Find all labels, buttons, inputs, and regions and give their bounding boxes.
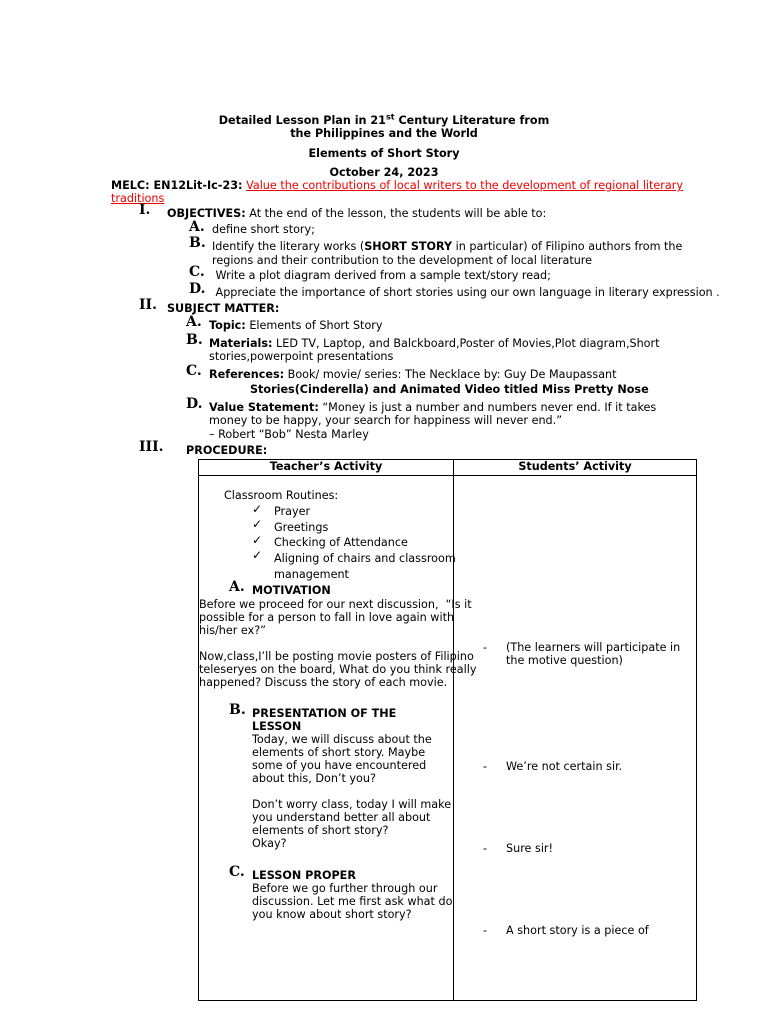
lesson-proper-text xyxy=(252,882,452,921)
document-title-line2: the Philippines and the World xyxy=(290,127,478,140)
section-numeral-1: I. xyxy=(139,202,151,218)
routine-item-continued: management xyxy=(274,568,349,581)
references-label: References: xyxy=(209,368,285,381)
subject-matter-heading: SUBJECT MATTER: xyxy=(167,302,280,315)
student-response: We’re not certain sir. xyxy=(506,760,623,773)
objective-b-part1: Identify the literary works ( xyxy=(212,240,365,253)
materials-label: Materials: xyxy=(209,337,273,350)
title-line1-end: Century Literature from xyxy=(394,114,550,127)
lesson-proper-title: LESSON PROPER xyxy=(252,869,356,882)
melc-code: MELC: EN12Lit-Ic-23: xyxy=(111,179,243,192)
value-statement-author: – Robert “Bob” Nesta Marley xyxy=(209,428,369,441)
objective-letter-d: D. xyxy=(189,281,206,297)
teacher-activity-header: Teacher’s Activity xyxy=(199,460,454,476)
references-value: Book/ movie/ series: The Necklace by: Guy De Maupassant xyxy=(284,368,617,381)
motivation-text xyxy=(199,598,477,689)
student-response-line2: the motive question) xyxy=(506,654,623,667)
procedure-heading: PROCEDURE: xyxy=(186,444,268,457)
materials-line xyxy=(209,337,660,350)
objective-letter-a: A. xyxy=(189,219,205,235)
student-response: Sure sir! xyxy=(506,842,554,855)
lesson-proper-line: discussion. Let me first ask what do xyxy=(252,895,453,908)
objective-letter-b: B. xyxy=(189,235,206,251)
section-numeral-2: II. xyxy=(139,297,157,313)
objective-c: Write a plot diagram derived from a sample text/story read; xyxy=(212,269,551,282)
presentation-line: elements of short story. Maybe xyxy=(252,746,426,759)
presentation-line xyxy=(252,785,451,798)
objective-b-bold: SHORT STORY xyxy=(364,240,453,253)
presentation-line: about this, Don’t you? xyxy=(252,772,376,785)
presentation-line: Today, we will discuss about the xyxy=(252,733,432,746)
motivation-line: possible for a person to fall in love again with xyxy=(199,611,455,624)
lesson-proper-line: Before we go further through our xyxy=(252,882,438,895)
subject-letter-d: D. xyxy=(186,396,203,412)
routine-item: Checking of Attendance xyxy=(274,536,408,549)
students-activity-cell xyxy=(454,476,697,1001)
presentation-line: you understand better all about xyxy=(252,811,431,824)
subject-letter-a: A. xyxy=(186,314,202,330)
presentation-line: Okay? xyxy=(252,837,287,850)
melc-text-line2[interactable]: traditions xyxy=(111,192,165,205)
objective-b xyxy=(212,240,682,253)
objective-b-part3: in particular) of Filipino authors from the xyxy=(452,240,683,253)
topic-value: Elements of Short Story xyxy=(245,319,383,332)
routines-title: Classroom Routines: xyxy=(224,489,339,502)
presentation-letter: B. xyxy=(229,702,246,718)
check-icon: ✓ xyxy=(252,548,263,562)
melc-text[interactable]: Value the contributions of local writers to the development of regional literary xyxy=(246,179,683,192)
student-response: A short story is a piece of xyxy=(506,924,649,937)
value-statement-text: “Money is just a number and numbers never end. If it takes xyxy=(318,401,657,414)
section-numeral-3: III. xyxy=(139,439,164,455)
motivation-title: MOTIVATION xyxy=(252,584,331,597)
response-dash: - xyxy=(483,842,488,855)
value-statement-line2: money to be happy, your search for happiness will never end.” xyxy=(209,414,563,427)
lesson-proper-line: you know about short story? xyxy=(252,908,412,921)
value-statement-line xyxy=(209,401,656,414)
subject-letter-c: C. xyxy=(186,363,202,379)
motivation-line xyxy=(199,637,453,650)
objectives-heading xyxy=(167,207,546,220)
check-icon: ✓ xyxy=(252,517,263,531)
document-title xyxy=(0,114,768,127)
objective-d: Appreciate the importance of short stories using our own language in literary expression . xyxy=(212,286,720,299)
motivation-line: teleseryes on the board, What do you think really xyxy=(199,663,477,676)
objective-b-line2: regions and their contribution to the development of local literature xyxy=(212,254,593,267)
presentation-title: PRESENTATION OF THE xyxy=(252,707,397,720)
topic-line xyxy=(209,319,383,332)
presentation-text xyxy=(252,733,451,850)
lesson-proper-letter: C. xyxy=(229,864,245,880)
students-activity-header: Students’ Activity xyxy=(454,460,697,476)
motivation-letter: A. xyxy=(229,579,245,595)
presentation-line: elements of short story? xyxy=(252,824,389,837)
table-header-row xyxy=(199,460,697,476)
objective-letter-c: C. xyxy=(189,264,205,280)
motivation-line: his/her ex?” xyxy=(199,624,266,637)
presentation-line: Don’t worry class, today I will make xyxy=(252,798,452,811)
title-line1: Detailed Lesson Plan in 21 xyxy=(218,114,386,127)
document-date: October 24, 2023 xyxy=(329,166,439,179)
objective-a: define short story; xyxy=(212,223,315,236)
check-icon: ✓ xyxy=(252,533,263,547)
document-subtitle: Elements of Short Story xyxy=(308,147,460,160)
check-icon: ✓ xyxy=(252,502,263,516)
melc-line xyxy=(111,179,683,192)
routine-item: Prayer xyxy=(274,505,311,518)
references-line2: Stories(Cinderella) and Animated Video titled Miss Pretty Nose xyxy=(250,383,649,396)
response-dash: - xyxy=(483,924,488,937)
objectives-label: OBJECTIVES: xyxy=(167,207,246,220)
references-line xyxy=(209,368,617,381)
materials-value: LED TV, Laptop, and Balckboard,Poster of Movies,Plot diagram,Short xyxy=(272,337,660,350)
motivation-line: happened? Discuss the story of each movie. xyxy=(199,676,448,689)
routine-item: Greetings xyxy=(274,521,329,534)
presentation-line: some of you have encountered xyxy=(252,759,427,772)
objectives-intro: At the end of the lesson, the students will be able to: xyxy=(245,207,547,220)
motivation-line: Before we proceed for our next discussion, “Is it xyxy=(199,598,472,611)
title-superscript: st xyxy=(385,112,395,122)
value-statement-label: Value Statement: xyxy=(209,401,319,414)
routine-item: Aligning of chairs and classroom xyxy=(274,552,456,565)
topic-label: Topic: xyxy=(209,319,246,332)
motivation-line: Now,class,I’ll be posting movie posters of Filipino xyxy=(199,650,474,663)
subject-letter-b: B. xyxy=(186,332,203,348)
presentation-title-line2: LESSON xyxy=(252,720,302,733)
student-response: (The learners will participate in xyxy=(506,641,681,654)
response-dash: - xyxy=(483,641,488,654)
materials-line2: stories,powerpoint presentations xyxy=(209,350,394,363)
response-dash: - xyxy=(483,760,488,773)
